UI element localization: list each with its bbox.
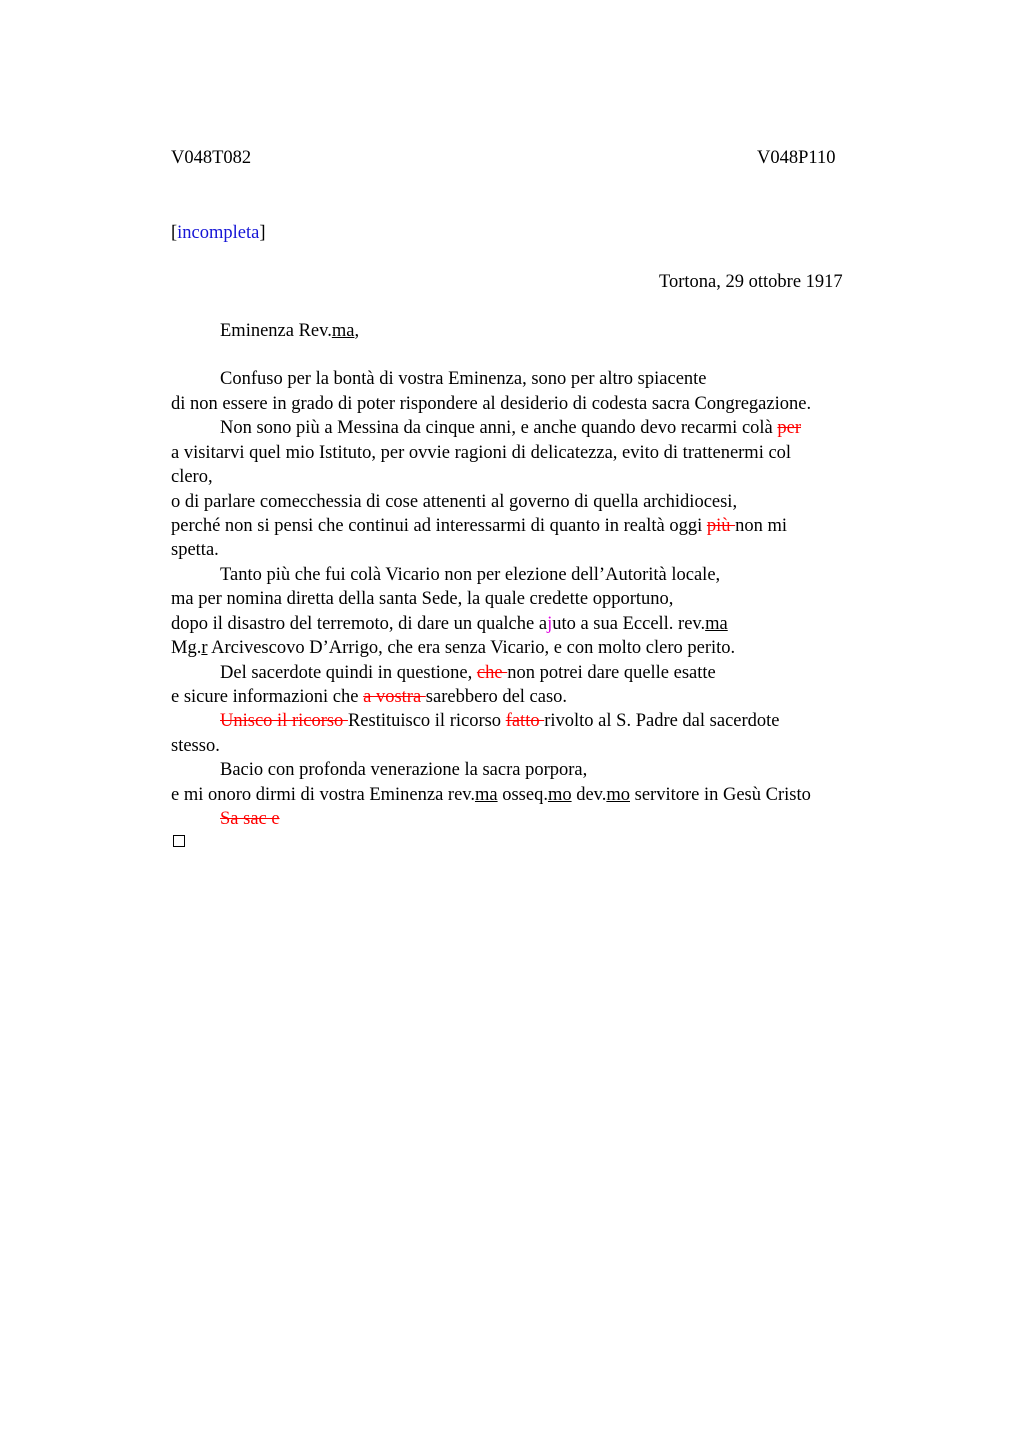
text-span: Arcivescovo D’Arrigo, che era senza Vicario, e con molto clero perito. [207,638,736,658]
body-line-12 [171,636,735,660]
text-span: sarebbero del caso. [425,687,568,707]
abbr-suffix: ma [474,785,498,805]
text-span: e mi onoro dirmi di vostra Eminenza rev. [171,785,475,805]
salutation-abbr: ma [331,321,355,341]
body-line-9: Tanto più che fui colà Vicario non per elezione dell’Autorità locale, [220,565,721,585]
left-code: V048T082 [171,148,252,168]
body-line-8: spetta. [171,540,219,560]
deleted-text: per [777,418,802,438]
body-line-19 [220,807,280,831]
status-label: incompleta [177,223,260,243]
deleted-text: fatto [505,711,545,731]
body-line-11 [171,612,728,636]
abbr-suffix: ma [705,614,728,634]
text-span: perché non si pensi che continui ad interessarmi di quanto in realtà oggi [171,516,707,536]
body-line-16: stesso. [171,736,220,756]
checkbox-glyph [173,835,185,847]
salutation [220,319,359,343]
date-line: Tortona, 29 ottobre 1917 [659,272,843,292]
body-line-3 [220,416,801,440]
body-line-7 [171,514,787,538]
body-line-10: ma per nomina diretta della santa Sede, la quale credette opportuno, [171,589,674,609]
body-line-1: Confuso per la bontà di vostra Eminenza, sono per altro spiacente [220,369,707,389]
text-span: dopo il disastro del terremoto, di dare un qualche a [171,614,548,634]
deleted-text: Unisco il ricorso [220,711,348,731]
body-line-18 [171,783,811,807]
salutation-text: Eminenza Rev. [220,321,332,341]
right-code: V048P110 [757,148,836,168]
body-line-14 [171,685,567,709]
salutation-comma: , [354,321,360,341]
body-line-2: di non essere in grado di poter rispondere al desiderio di codesta sacra Congregazione. [171,394,812,414]
deleted-text: Sa sac e [220,809,280,829]
abbr-suffix: mo [606,785,630,805]
deleted-text: che [476,663,508,683]
text-span: rivolto al S. Padre dal sacerdote [544,711,780,731]
body-line-5: clero, [171,467,213,487]
abbr-suffix: mo [547,785,572,805]
text-span: non potrei dare quelle esatte [507,663,716,683]
bracket-open: [ [171,223,178,243]
abbr-suffix: r [201,638,208,658]
body-line-6: o di parlare comecchessia di cose attenenti al governo di quella archidiocesi, [171,492,738,512]
body-line-4: a visitarvi quel mio Istituto, per ovvie ragioni di delicatezza, evito di trattenermi col [171,443,792,463]
body-line-13 [220,661,716,685]
status-tag [171,221,266,245]
text-span: Restituisco il ricorso [347,711,506,731]
bracket-close: ] [259,223,266,243]
deleted-text: più [706,516,736,536]
text-span: e sicure informazioni che [171,687,364,707]
body-line-17: Bacio con profonda venerazione la sacra porpora, [220,760,588,780]
text-span: non mi [735,516,788,536]
text-span: uto a sua Eccell. rev. [552,614,706,634]
text-span: osseq. [497,785,548,805]
deleted-text: a vostra [363,687,426,707]
text-span: servitore in Gesù Cristo [630,785,811,805]
text-span: Non sono più a Messina da cinque anni, e anche quando devo recarmi colà [220,418,778,438]
body-line-15 [220,709,780,733]
text-span: Mg. [171,638,202,658]
inserted-text: j [547,614,553,634]
text-span: Del sacerdote quindi in questione, [220,663,477,683]
text-span: dev. [571,785,607,805]
